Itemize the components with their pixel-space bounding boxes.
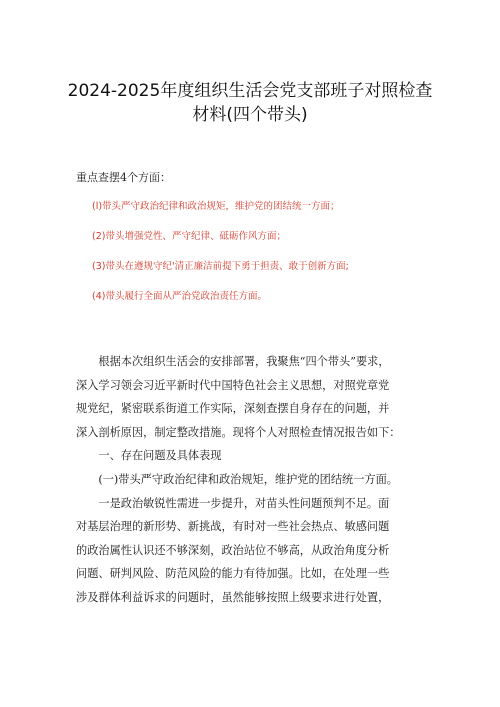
section-heading: 一、存在问题及具体表现	[76, 449, 222, 463]
body-text-line: 根据本次组织生活会的安排部署，我聚焦“四个带头”要求，	[76, 355, 390, 368]
document-title-line-2: 材料(四个带头)	[192, 105, 308, 125]
body-text-line: 深入剖析原因，制定整改措施。现将个人对照检查情况报告如下：	[76, 425, 401, 439]
focus-areas-list	[92, 200, 452, 320]
focus-area-item: (2)带头增强党性、严守纪律、砥砺作风方面；	[92, 231, 286, 242]
focus-area-item: (l)带头严守政治纪律和政治规矩，维护党的团结统一方面；	[92, 201, 340, 212]
body-text-line: 涉及群体利益诉求的问题时，虽然能够按照上级要求进行处置，	[76, 590, 390, 604]
body-text-line: 规党纪，紧密联系街道工作实际，深刻查摆自身存在的问题，并	[76, 402, 390, 416]
report-body	[76, 350, 440, 610]
body-text-line: 问题、研判风险、防范风险的能力有待加强。比如，在处理一些	[76, 567, 390, 581]
subsection-heading: (一)带头严守政治纪律和政治规矩，维护党的团结统一方面。	[76, 472, 398, 486]
focus-areas-label: 重点查摆4个方面：	[76, 171, 171, 184]
body-text-line: 一是政治敏锐性需进一步提升，对苗头性问题预判不足。面	[76, 496, 390, 510]
body-text-line: 的政治属性认识还不够深刻，政治站位不够高，从政治角度分析	[76, 543, 390, 557]
focus-area-item: (3)带头在遵规守纪'清正廉洁前提下勇于担责、敢于创新方面;	[92, 261, 349, 272]
body-text-line: 深入学习领会习近平新时代中国特色社会主义思想，对照党章党	[76, 378, 390, 392]
document-title-line-1: 2024-2025年度组织生活会党支部班子对照检查	[67, 81, 433, 101]
focus-area-item: (4)带头履行全面从严治党政治责任方面。	[92, 291, 267, 302]
body-text-line: 对基层治理的新形势、新挑战，有时对一些社会热点、敏感问题	[76, 520, 390, 534]
